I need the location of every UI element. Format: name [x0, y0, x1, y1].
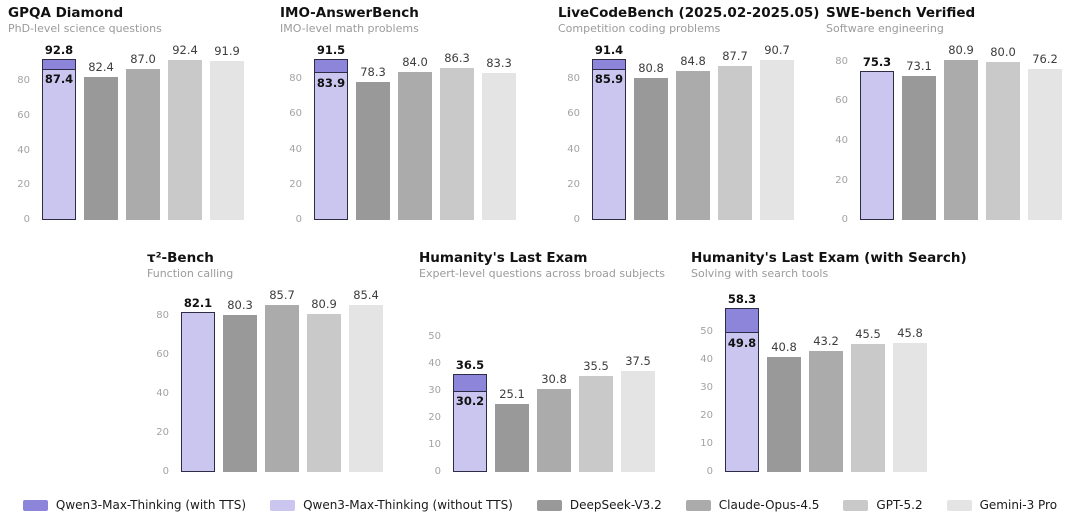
y-tick-label: 40 — [289, 143, 302, 155]
bar-claude-opus-4-5 — [676, 53, 710, 220]
stacked-top-segment — [315, 60, 347, 73]
bar-gpt-5-2 — [579, 359, 613, 472]
y-tick-label: 60 — [17, 109, 30, 121]
y-tick-label: 0 — [162, 466, 169, 477]
legend-label: Gemini-3 Pro — [979, 498, 1058, 512]
y-tick-label: 50 — [700, 325, 713, 337]
value-label: 80.3 — [227, 298, 253, 313]
y-tick-label: 0 — [295, 214, 302, 225]
chart-subtitle: IMO-level math problems — [280, 22, 419, 35]
plot-area — [691, 292, 963, 477]
legend-label: Qwen3-Max-Thinking (without TTS) — [303, 498, 513, 512]
y-axis-ticks — [280, 57, 306, 225]
bar-gpt-5-2 — [718, 48, 752, 221]
value-label: 84.8 — [680, 53, 706, 68]
inner-value-label: 83.9 — [316, 75, 346, 90]
legend-item-qwen3-max-thinking-without-tts — [270, 498, 513, 512]
value-label: 80.0 — [990, 44, 1016, 59]
plot-area — [826, 43, 1072, 225]
value-label: 90.7 — [764, 43, 790, 58]
stacked-top-segment — [43, 60, 75, 69]
legend-item-qwen3-max-thinking-with-tts — [23, 498, 246, 512]
legend-swatch — [947, 500, 972, 511]
y-tick-label: 20 — [700, 409, 713, 421]
y-tick-label: 50 — [428, 331, 441, 343]
y-tick-label: 80 — [156, 309, 169, 321]
bar-deepseek-v3-2 — [634, 60, 668, 220]
value-label: 80.9 — [311, 296, 337, 311]
bars-group — [314, 42, 516, 220]
chart-title: IMO-AnswerBench — [280, 5, 419, 21]
y-tick-label: 0 — [573, 214, 580, 225]
stacked-top-segment — [593, 60, 625, 70]
legend-swatch — [537, 500, 562, 511]
bar-qwen3-max-thinking-with-tts — [725, 292, 759, 472]
value-label: 87.0 — [130, 52, 156, 67]
bar-gpt-5-2 — [168, 42, 202, 220]
y-tick-label: 60 — [289, 108, 302, 120]
legend-label: DeepSeek-V3.2 — [569, 498, 662, 512]
bar-gemini-3-pro — [482, 56, 516, 220]
benchmark-chart-swe-bench-verified — [826, 5, 1072, 225]
benchmark-chart-humanity-s-last-exam — [419, 250, 691, 477]
bars-group — [453, 353, 655, 472]
legend-swatch — [270, 500, 295, 511]
stacked-top-segment — [454, 375, 486, 392]
chart-subtitle: Software engineering — [826, 22, 944, 35]
benchmark-chart-livecodebench-2025-02-2025-05 — [558, 5, 826, 225]
y-tick-label: 40 — [700, 353, 713, 365]
bar-qwen3-max-thinking-with-tts — [314, 42, 348, 220]
value-label: 25.1 — [499, 387, 525, 402]
plot-area — [419, 302, 691, 477]
y-axis-ticks — [8, 57, 34, 225]
inner-value-label: 30.2 — [455, 394, 485, 408]
inner-value-label: 49.8 — [727, 335, 757, 350]
value-label: 35.5 — [583, 359, 609, 374]
y-tick-label: 0 — [706, 466, 713, 477]
value-label: 45.5 — [855, 327, 881, 342]
bar-claude-opus-4-5 — [265, 287, 299, 473]
plot-area — [147, 287, 419, 477]
y-tick-label: 30 — [428, 385, 441, 397]
y-tick-label: 30 — [700, 381, 713, 393]
charts-row-top — [8, 5, 1072, 225]
y-tick-label: 40 — [567, 143, 580, 155]
bar-claude-opus-4-5 — [809, 333, 843, 472]
chart-subtitle: Solving with search tools — [691, 267, 829, 280]
y-tick-label: 60 — [156, 348, 169, 360]
y-tick-label: 80 — [17, 75, 30, 87]
chart-subtitle: PhD-level science questions — [8, 22, 162, 35]
value-label: 84.0 — [402, 55, 428, 69]
chart-title: Humanity's Last Exam (with Search) — [691, 250, 967, 266]
y-tick-label: 80 — [567, 73, 580, 85]
bar-gpt-5-2 — [440, 50, 474, 220]
bar-gemini-3-pro — [760, 43, 794, 220]
stacked-top-segment — [726, 309, 758, 333]
chart-subtitle: Function calling — [147, 267, 234, 280]
value-label: 37.5 — [625, 353, 651, 368]
plot-area — [558, 42, 826, 225]
legend-label: Qwen3-Max-Thinking (with TTS) — [55, 498, 247, 512]
bar-deepseek-v3-2 — [84, 60, 118, 220]
y-axis-ticks — [691, 302, 717, 477]
value-label: 87.7 — [722, 48, 748, 63]
value-label: 45.8 — [897, 326, 923, 341]
charts-row-bottom — [8, 250, 1072, 477]
bar-qwen3-max-thinking-without-tts — [860, 55, 894, 220]
inner-value-label: 87.4 — [44, 71, 74, 86]
bar-gemini-3-pro — [210, 43, 244, 220]
bar-gpt-5-2 — [307, 296, 341, 472]
y-tick-label: 60 — [567, 108, 580, 120]
chart-title: SWE-bench Verified — [826, 5, 976, 21]
value-label: 80.9 — [948, 43, 974, 58]
value-label: 91.5 — [316, 42, 346, 57]
bar-claude-opus-4-5 — [537, 371, 571, 472]
y-tick-label: 20 — [835, 174, 848, 186]
bar-deepseek-v3-2 — [223, 298, 257, 472]
legend — [8, 498, 1072, 512]
bar-gemini-3-pro — [893, 326, 927, 472]
chart-title: τ²-Bench — [147, 250, 214, 266]
chart-title: LiveCodeBench (2025.02-2025.05) — [558, 5, 820, 21]
y-tick-label: 80 — [289, 73, 302, 85]
plot-area — [280, 42, 558, 225]
bar-qwen3-max-thinking-with-tts — [453, 357, 487, 473]
inner-value-label: 85.9 — [594, 72, 624, 87]
value-label: 73.1 — [906, 58, 932, 73]
chart-title: Humanity's Last Exam — [419, 250, 588, 266]
chart-title: GPQA Diamond — [8, 5, 124, 21]
value-label: 43.2 — [813, 333, 839, 348]
bar-claude-opus-4-5 — [126, 52, 160, 220]
value-label: 92.8 — [44, 43, 74, 58]
y-tick-label: 40 — [835, 134, 848, 146]
value-label: 82.1 — [183, 295, 213, 310]
benchmark-chart-humanity-s-last-exam-with-search — [691, 250, 967, 477]
bar-qwen3-max-thinking-with-tts — [42, 43, 76, 220]
bars-group — [42, 42, 244, 220]
y-axis-ticks — [558, 57, 584, 225]
bar-qwen3-max-thinking-with-tts — [592, 42, 626, 220]
benchmark-chart-imo-answerbench — [280, 5, 558, 225]
y-tick-label: 20 — [289, 178, 302, 190]
plot-area — [8, 42, 280, 225]
y-tick-label: 0 — [23, 214, 30, 225]
value-label: 91.9 — [214, 43, 240, 58]
bar-qwen3-max-thinking-without-tts — [181, 295, 215, 472]
y-tick-label: 20 — [156, 426, 169, 438]
y-tick-label: 40 — [428, 358, 441, 370]
value-label: 78.3 — [360, 65, 386, 79]
value-label: 85.4 — [353, 288, 379, 303]
legend-label: Claude-Opus-4.5 — [718, 498, 820, 512]
bar-deepseek-v3-2 — [495, 387, 529, 472]
y-tick-label: 10 — [428, 439, 441, 451]
bar-deepseek-v3-2 — [356, 65, 390, 220]
y-axis-ticks — [147, 302, 173, 477]
bar-gemini-3-pro — [621, 353, 655, 472]
y-tick-label: 0 — [841, 214, 848, 225]
y-tick-label: 40 — [156, 387, 169, 399]
bars-group — [725, 292, 927, 472]
legend-item-deepseek-v3-2 — [537, 498, 662, 512]
value-label: 30.8 — [541, 371, 567, 386]
bars-group — [592, 42, 794, 220]
y-tick-label: 20 — [428, 412, 441, 424]
legend-item-claude-opus-4-5 — [686, 498, 820, 512]
value-label: 36.5 — [455, 357, 485, 372]
value-label: 85.7 — [269, 287, 295, 302]
legend-swatch — [23, 500, 48, 511]
bar-claude-opus-4-5 — [944, 43, 978, 220]
value-label: 40.8 — [771, 340, 797, 355]
value-label: 92.4 — [172, 42, 198, 57]
benchmark-chart-gpqa-diamond — [8, 5, 280, 225]
y-tick-label: 0 — [434, 466, 441, 477]
y-tick-label: 40 — [17, 144, 30, 156]
chart-subtitle: Competition coding problems — [558, 22, 721, 35]
bar-claude-opus-4-5 — [398, 55, 432, 220]
value-label: 86.3 — [444, 50, 470, 65]
value-label: 58.3 — [727, 292, 757, 307]
y-tick-label: 20 — [17, 179, 30, 191]
bars-group — [181, 287, 383, 473]
y-axis-ticks — [419, 302, 445, 477]
value-label: 76.2 — [1032, 52, 1058, 67]
bars-group — [860, 43, 1062, 220]
bar-gpt-5-2 — [851, 327, 885, 472]
y-tick-label: 80 — [835, 55, 848, 67]
value-label: 91.4 — [594, 42, 624, 57]
bar-gemini-3-pro — [1028, 52, 1062, 220]
bar-gemini-3-pro — [349, 288, 383, 472]
legend-swatch — [686, 500, 711, 511]
legend-item-gemini-3-pro — [947, 498, 1057, 512]
legend-label: GPT-5.2 — [876, 498, 923, 512]
chart-subtitle: Expert-level questions across broad subjects — [419, 267, 665, 280]
value-label: 75.3 — [862, 55, 892, 70]
benchmark-chart-bench — [147, 250, 419, 477]
bar-deepseek-v3-2 — [767, 340, 801, 472]
y-axis-ticks — [826, 55, 852, 225]
value-label: 80.8 — [638, 60, 664, 75]
value-label: 82.4 — [88, 60, 114, 75]
value-label: 83.3 — [486, 56, 512, 71]
y-tick-label: 10 — [700, 437, 713, 449]
y-tick-label: 60 — [835, 95, 848, 107]
legend-swatch — [843, 500, 868, 511]
legend-item-gpt-5-2 — [843, 498, 922, 512]
bar-gpt-5-2 — [986, 44, 1020, 220]
y-tick-label: 20 — [567, 178, 580, 190]
bar-deepseek-v3-2 — [902, 58, 936, 220]
